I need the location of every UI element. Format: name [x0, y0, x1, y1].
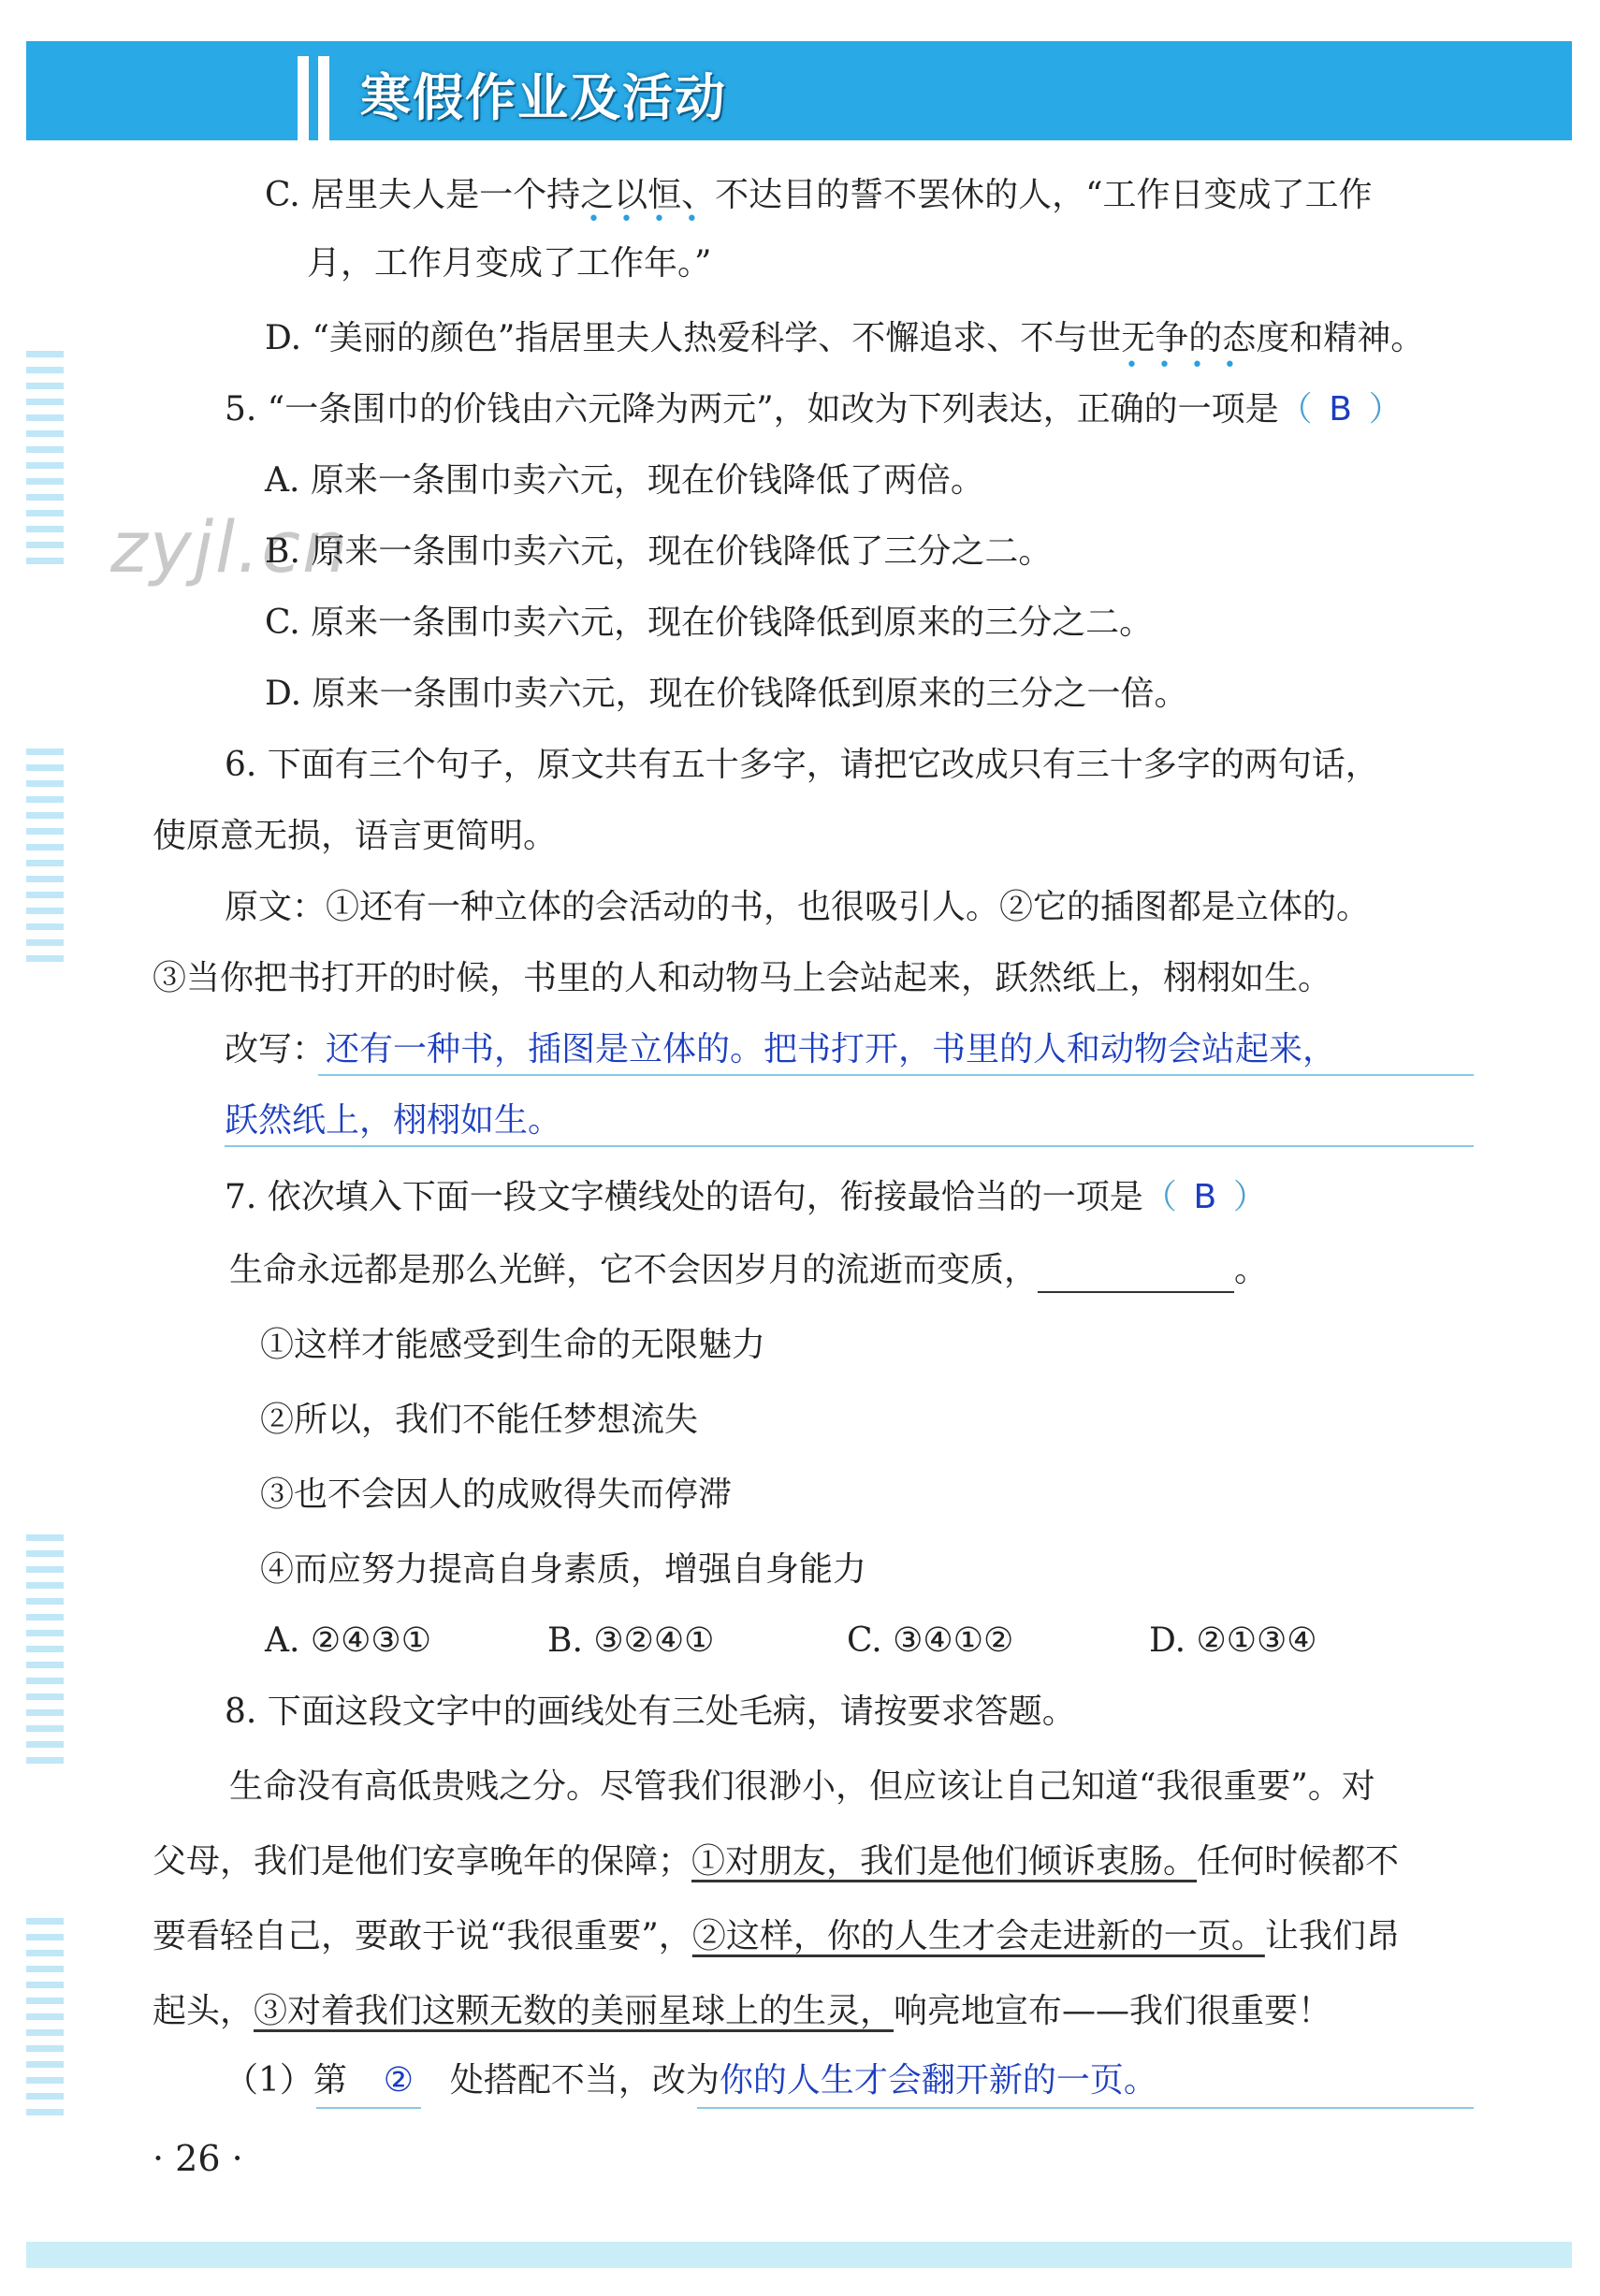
footer-band	[26, 2242, 1572, 2268]
q8-passage-line4: 起头，③对着我们这颗无数的美丽星球上的生灵，响亮地宣布——我们很重要！	[153, 1992, 1332, 2030]
q6-original-line1: 原文：①还有一种立体的会活动的书，也很吸引人。②它的插图都是立体的。	[225, 888, 1371, 926]
q6-rewrite: 改写：还有一种书，插图是立体的。把书打开，书里的人和动物会站起来，	[225, 1030, 1337, 1068]
q6-rewrite-answer-line2: 跃然纸上，栩栩如生。	[225, 1101, 562, 1140]
q8-sub1: （1）第 ② 处搭配不当，改为你的人生才会翻开新的一页。	[225, 2058, 1157, 2103]
fill-blank	[1038, 1259, 1234, 1293]
q4-option-d: D. “美丽的颜色”指居里夫人热爱科学、不懈追求、不与世无争的态度和精神。	[265, 319, 1425, 357]
q8-passage-line3: 要看轻自己，要敢于说“我很重要”，②这样，你的人生才会走进新的一页。让我们昂	[153, 1917, 1400, 1955]
q6-stem-line2: 使原意无损，语言更简明。	[153, 817, 558, 855]
side-decoration	[26, 351, 64, 574]
q4-option-c-line1: C. 居里夫人是一个持之以恒、不达目的誓不罢休的人，“工作日变成了工作	[265, 176, 1373, 214]
q7-option-c: C. ③④①②	[847, 1621, 1014, 1660]
emphasis-dots: ••••	[588, 208, 719, 231]
q7-passage: 生命永远都是那么光鲜，它不会因岁月的流逝而变质， 。	[229, 1248, 1268, 1293]
q7-item-4: ④而应努力提高自身素质，增强自身能力	[260, 1550, 867, 1589]
header-stripe	[298, 56, 309, 140]
q7-option-d: D. ②①③④	[1149, 1621, 1317, 1660]
answer-line	[316, 2107, 421, 2109]
underlined-error-3: ③对着我们这颗无数的美丽星球上的生灵，	[254, 1992, 895, 2030]
q5-option-c: C. 原来一条围巾卖六元，现在价钱降低到原来的三分之二。	[265, 603, 1154, 642]
watermark: zyjl.cn	[110, 505, 350, 589]
q8-stem: 8. 下面这段文字中的画线处有三处毛病，请按要求答题。	[225, 1693, 1076, 1731]
q7-stem: 7. 依次填入下面一段文字横线处的语句，衔接最恰当的一项是（ B ）	[225, 1175, 1267, 1220]
page-number: · 26 ·	[153, 2138, 243, 2179]
header-band	[26, 41, 1572, 140]
underlined-error-2: ②这样，你的人生才会走进新的一页。	[691, 1917, 1265, 1955]
underlined-error-1: ①对朋友，我们是他们倾诉衷肠。	[691, 1842, 1198, 1881]
side-decoration	[26, 748, 64, 971]
side-decoration	[26, 1534, 64, 1773]
q7-answer: B	[1193, 1178, 1217, 1216]
q5-option-a: A. 原来一条围巾卖六元，现在价钱降低了两倍。	[265, 461, 984, 500]
q8-sub1-answer: 你的人生才会翻开新的一页。	[719, 2061, 1157, 2100]
q6-original-line2: ③当你把书打开的时候，书里的人和动物马上会站起来，跃然纸上，栩栩如生。	[153, 959, 1332, 997]
answer-line	[318, 1074, 1474, 1076]
q8-passage-line1: 生命没有高低贵贱之分。尽管我们很渺小，但应该让自己知道“我很重要”。对	[229, 1767, 1375, 1806]
q8-passage-line2: 父母，我们是他们安享晚年的保障；①对朋友，我们是他们倾诉衷肠。任何时候都不	[153, 1842, 1400, 1881]
q5-option-d: D. 原来一条围巾卖六元，现在价钱降低到原来的三分之一倍。	[265, 675, 1188, 713]
q7-item-1: ①这样才能感受到生命的无限魅力	[260, 1326, 766, 1364]
q6-stem-line1: 6. 下面有三个句子，原文共有五十多字，请把它改成只有三十多字的两句话，	[225, 746, 1379, 784]
q5-stem: 5. “一条围巾的价钱由六元降为两元”，如改为下列表达，正确的一项是（ B ）	[225, 387, 1403, 432]
answer-line	[697, 2107, 1474, 2109]
side-decoration	[26, 1918, 64, 2125]
page-title: 寒假作业及活动	[360, 68, 727, 127]
q6-rewrite-answer-line1: 还有一种书，插图是立体的。把书打开，书里的人和动物会站起来，	[326, 1030, 1337, 1068]
q5-answer: B	[1329, 390, 1352, 429]
q7-option-b: B. ③②④①	[547, 1621, 715, 1660]
emphasis-dots: ••••	[1126, 354, 1257, 377]
q8-sub1-blank-answer: ②	[383, 2061, 415, 2100]
header-stripe	[318, 56, 329, 140]
answer-line	[225, 1145, 1474, 1147]
q7-item-3: ③也不会因人的成败得失而停滞	[260, 1475, 733, 1514]
q7-item-2: ②所以，我们不能任梦想流失	[260, 1401, 699, 1439]
q4-option-c-line2: 月，工作月变成了工作年。”	[307, 244, 712, 283]
q7-option-a: A. ②④③①	[265, 1621, 431, 1660]
q5-option-b: B. 原来一条围巾卖六元，现在价钱降低了三分之二。	[265, 532, 1053, 571]
